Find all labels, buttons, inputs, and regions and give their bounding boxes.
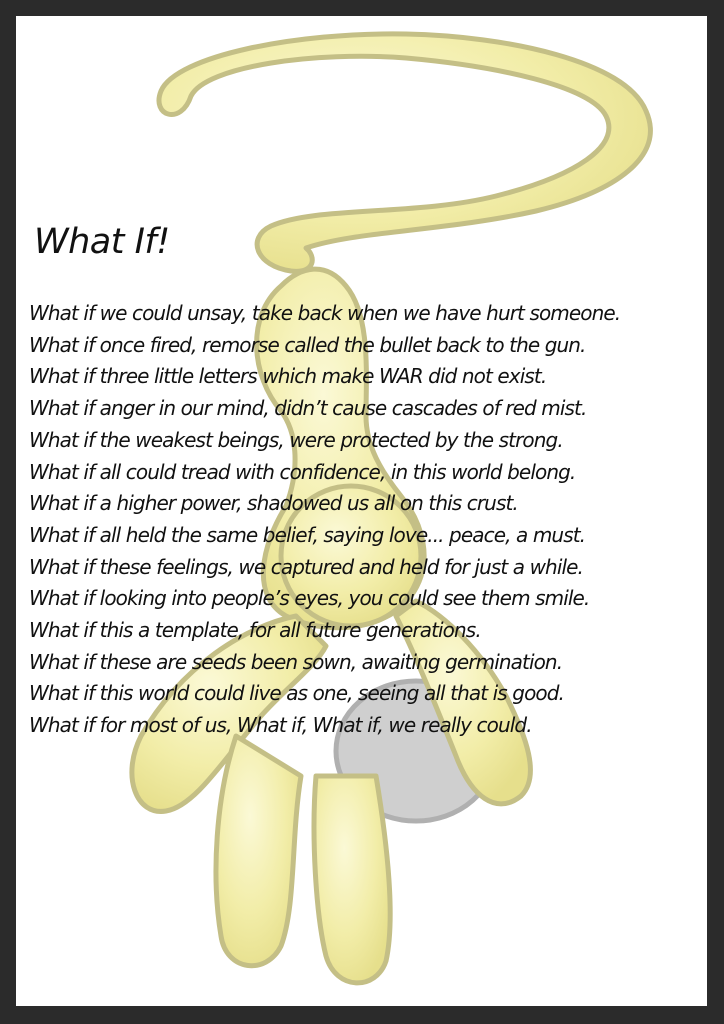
poem-line: What if three little letters which make WAR did not exist. (29, 364, 547, 389)
poem-lines (29, 298, 620, 742)
poem-line: What if looking into people’s eyes, you could see them smile. (29, 586, 590, 611)
poem-title: What If! (34, 222, 170, 262)
poem-page (16, 16, 707, 1006)
poem-line: What if the weakest beings, were protected by the strong. (29, 427, 563, 452)
poem-line: What if these are seeds been sown, awaiting germination. (29, 649, 563, 674)
poem-line: What if all held the same belief, saying love... peace, a must. (29, 522, 586, 547)
poem-line: What if once fired, remorse called the bullet back to the gun. (29, 332, 586, 357)
poem-line: What if this world could live as one, seeing all that is good. (29, 681, 565, 706)
poem-line: What if a higher power, shadowed us all on this crust. (29, 491, 518, 516)
poem-line: What if anger in our mind, didn’t cause cascades of red mist. (29, 396, 587, 421)
poem-line: What if for most of us, What if, What if, we really could. (29, 713, 532, 738)
poem-line: What if we could unsay, take back when we have hurt someone. (29, 301, 621, 325)
poem-line: What if all could tread with confidence, in this world belong. (29, 459, 576, 484)
poem-line: What if this a template, for all future generations. (29, 618, 481, 643)
poem-line: What if these feelings, we captured and held for just a while. (29, 554, 584, 579)
